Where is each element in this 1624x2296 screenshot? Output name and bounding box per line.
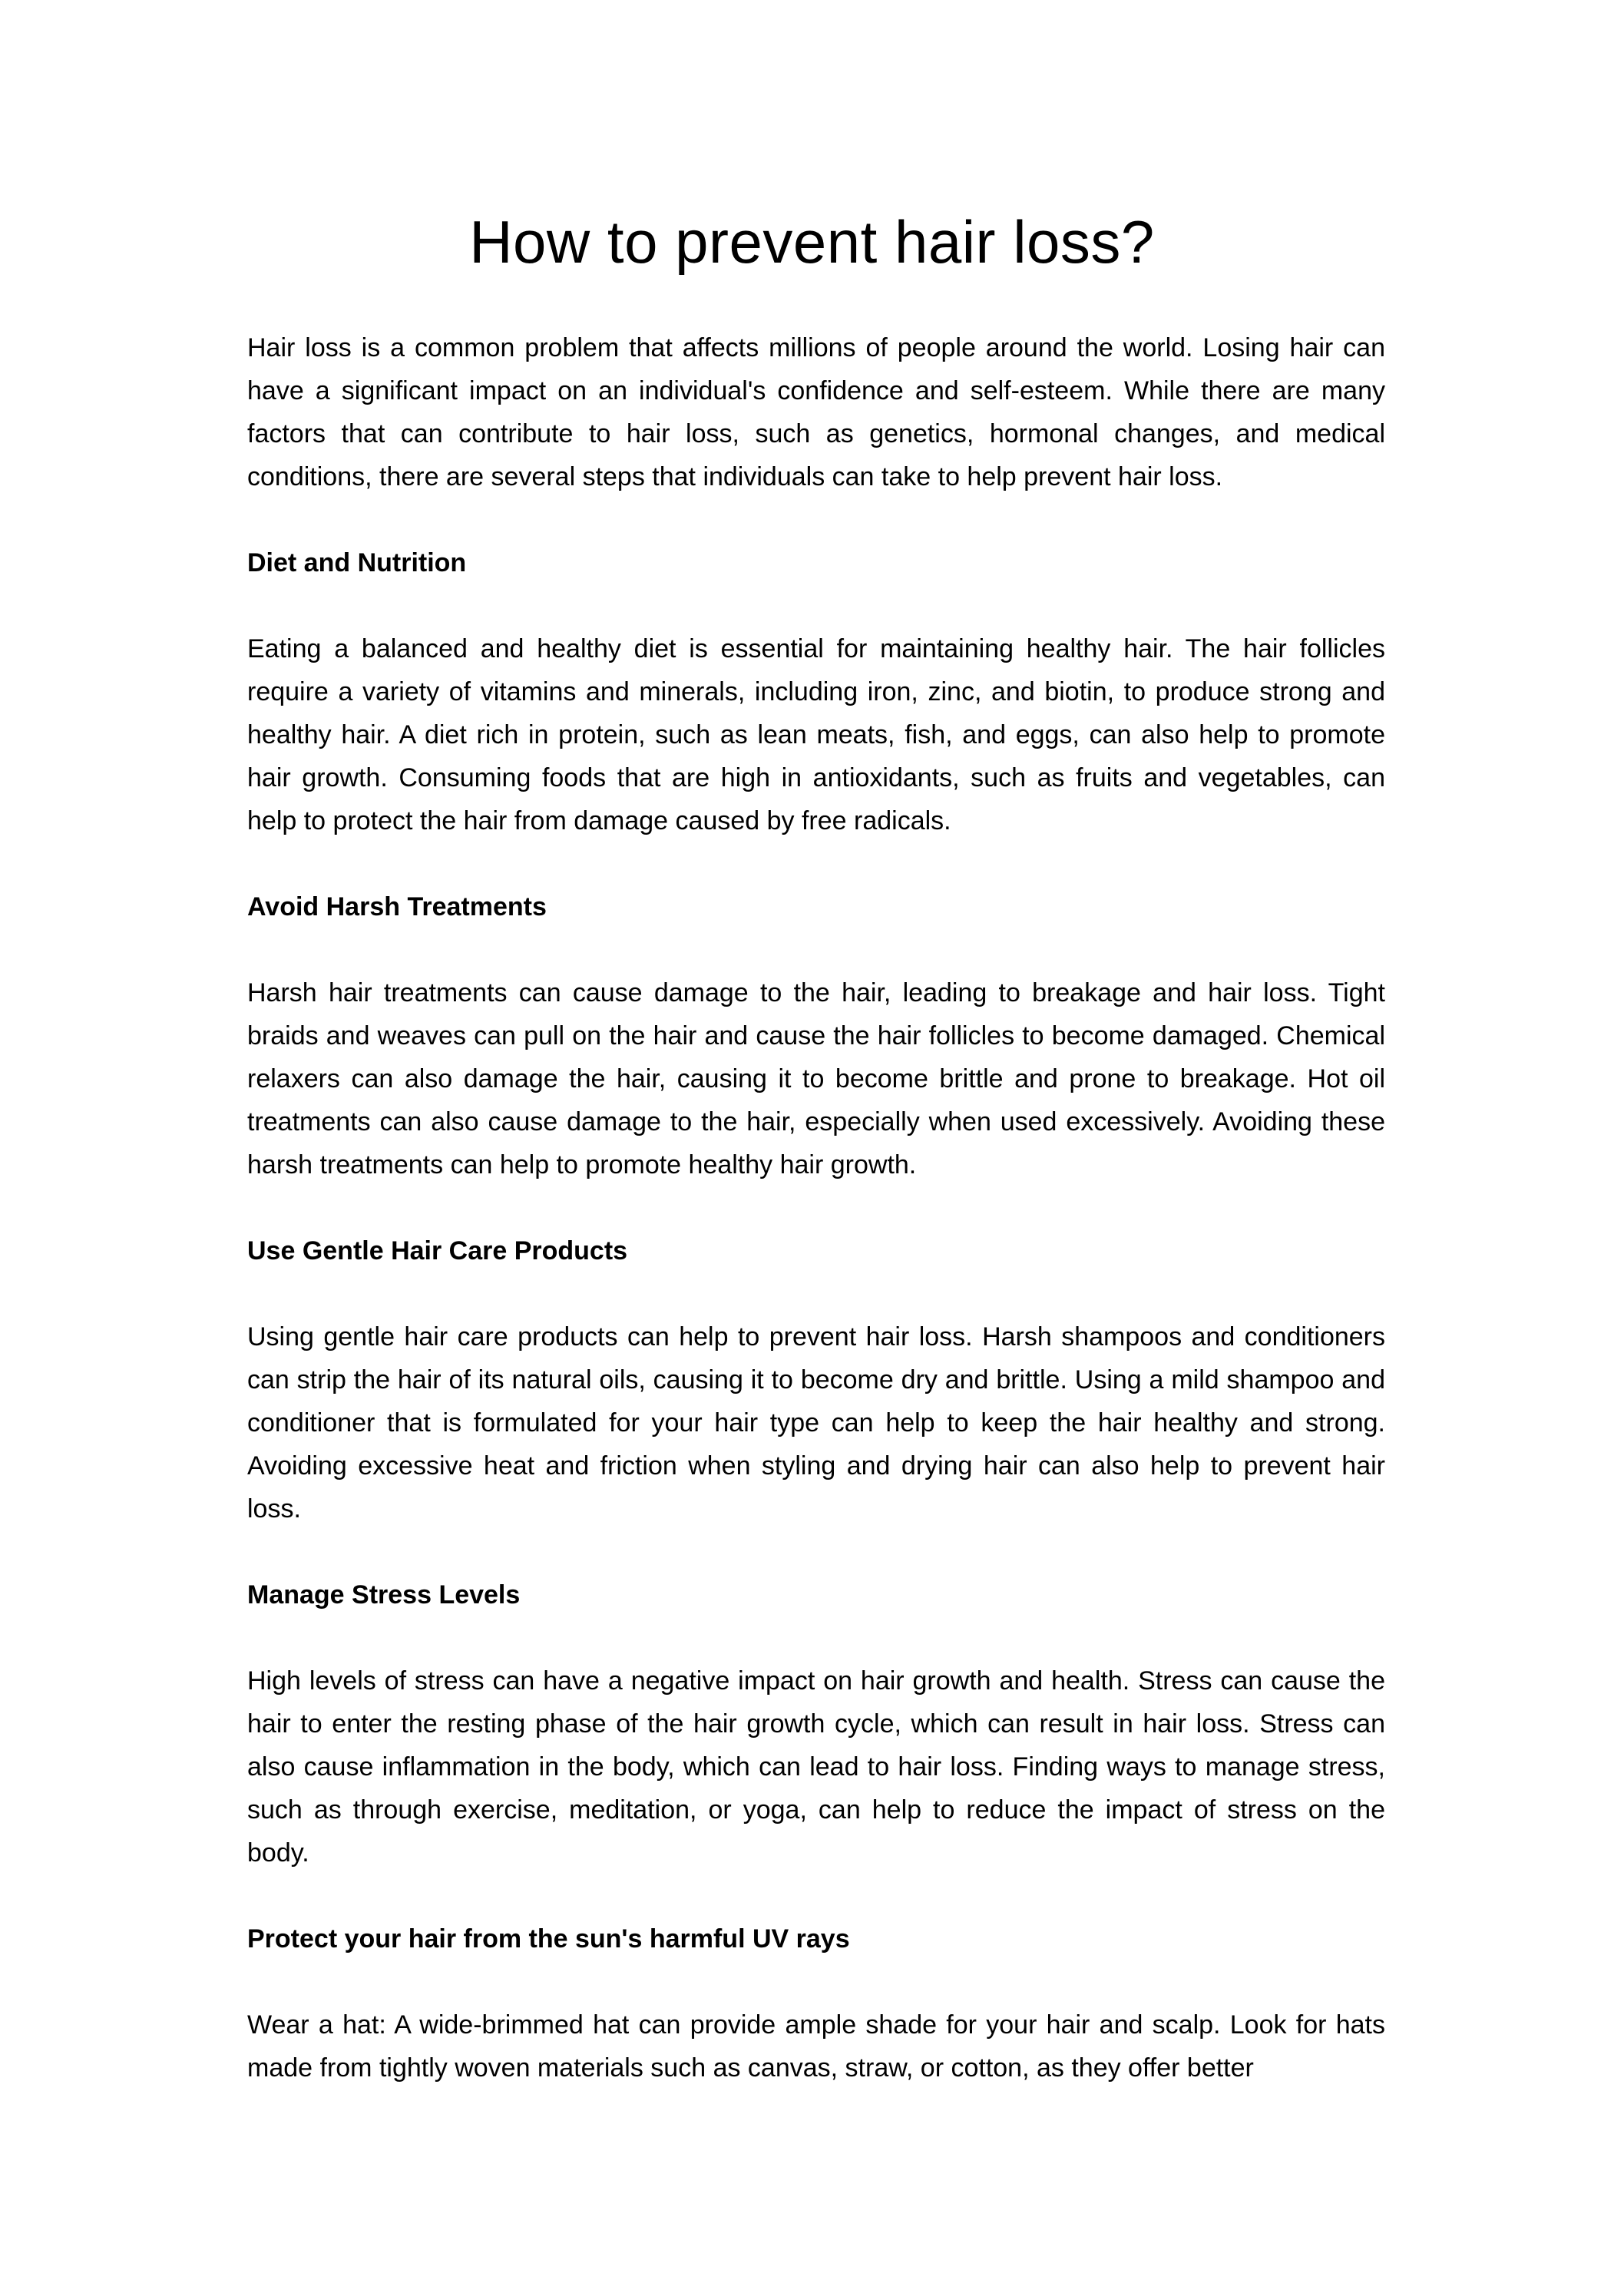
section-heading: Avoid Harsh Treatments [247, 892, 547, 921]
section-avoid-harsh-treatments [247, 885, 1385, 1186]
intro-paragraph: Hair loss is a common problem that affects millions of people around the world. Losing hair can have a significant impact on an individual's confidence and self-esteem. While there are many factors that can contribute to hair loss, such as genetics, hormonal changes, and medical conditions, there are several steps that individuals can take to help prevent hair loss. [247, 333, 1385, 491]
page-title: How to prevent hair loss? [469, 208, 1155, 276]
document-body [247, 326, 1385, 2132]
section-heading: Manage Stress Levels [247, 1580, 521, 1610]
section-heading: Use Gentle Hair Care Products [247, 1236, 628, 1265]
section-gentle-products [247, 1229, 1385, 1530]
section-paragraph: Eating a balanced and healthy diet is essential for maintaining healthy hair. The hair follicles require a variety of vitamins and minerals, including iron, zinc, and biotin, to produce strong and healthy hair. A diet rich in protein, such as lean meats, fish, and eggs, can also help to promote hair growth. Consuming foods that are high in antioxidants, such as fruits and vegetables, can help to protect the hair from damage caused by free radicals. [247, 634, 1385, 835]
section-heading: Diet and Nutrition [247, 548, 467, 577]
section-paragraph: Wear a hat: A wide-brimmed hat can provide ample shade for your hair and scalp. Look for hats made from tightly woven materials such as canvas, straw, or cotton, as they offer better [247, 2010, 1385, 2083]
section-diet-nutrition [247, 541, 1385, 842]
section-paragraph: High levels of stress can have a negative impact on hair growth and health. Stress can cause the hair to enter the resting phase of the hair growth cycle, which can result in hair loss. Stress can also cause inflammation in the body, which can lead to hair loss. Finding ways to manage stress, such as through exercise, meditation, or yoga, can help to reduce the impact of stress on the body. [247, 1666, 1385, 1868]
section-heading: Protect your hair from the sun's harmful UV rays [247, 1924, 850, 1954]
section-manage-stress [247, 1573, 1385, 1874]
section-paragraph: Using gentle hair care products can help to prevent hair loss. Harsh shampoos and conditioners can strip the hair of its natural oils, causing it to become dry and brittle. Using a mild shampoo and conditioner that is formulated for your hair type can help to keep the hair healthy and strong. Avoiding excessive heat and friction when styling and drying hair can also help to prevent hair loss. [247, 1322, 1385, 1523]
section-sun-protection [247, 1917, 1385, 2089]
section-paragraph: Harsh hair treatments can cause damage to the hair, leading to breakage and hair loss. Tight braids and weaves can pull on the hair and cause the hair follicles to become damaged. Chemical relaxers can also damage the hair, causing it to become brittle and prone to breakage. Hot oil treatments can also cause damage to the hair, especially when used excessively. Avoiding these harsh treatments can help to promote healthy hair growth. [247, 978, 1385, 1179]
